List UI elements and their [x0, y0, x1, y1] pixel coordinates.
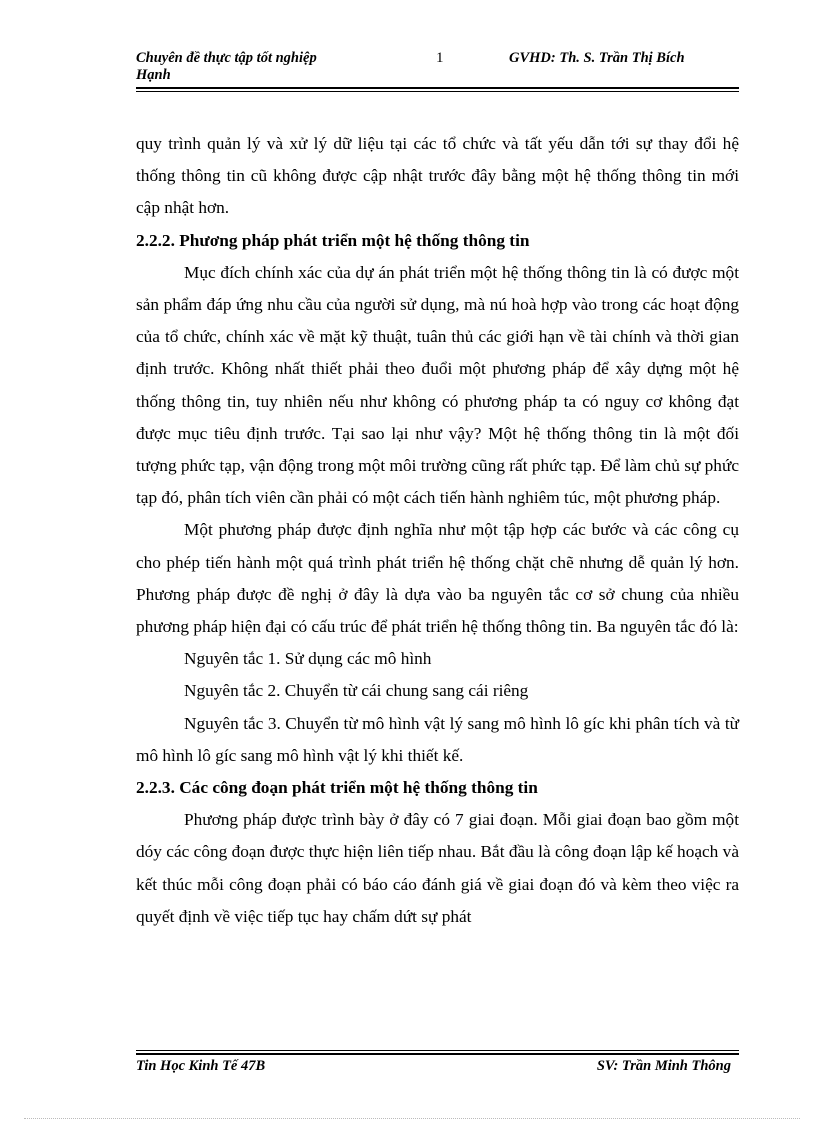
- principle-1: Nguyên tắc 1. Sử dụng các mô hình: [184, 649, 432, 669]
- footer-student: SV: Trần Minh Thông: [596, 1058, 731, 1074]
- page-footer: [136, 1058, 739, 1078]
- header-page-number: 1: [436, 50, 444, 66]
- paragraph: quy trình quản lý và xử lý dữ liệu tại các tổ chức và tất yếu dẫn tới sự thay đổi hệ thống thông tin cũ không được cập nhật trước đây bằng một hệ thống thông tin mới cập nhật hơn.: [136, 134, 739, 218]
- page-body: [136, 128, 739, 933]
- footer-class: Tin Học Kinh Tế 47B: [136, 1058, 266, 1074]
- section-heading-2-2-3: 2.2.3. Các công đoạn phát triển một hệ thống thông tin: [136, 778, 538, 798]
- footer-rule-thin: [136, 1050, 739, 1051]
- page-header: [136, 48, 739, 90]
- paragraph: Phương pháp được trình bày ở đây có 7 giai đoạn. Mỗi giai đoạn bao gồm một dóy các công đoạn được thực hiện liên tiếp nhau. Bắt đầu là công đoạn lập kế hoạch và kết thúc mỗi công đoạn phải có báo cáo đánh giá về giai đoạn đó và kèm theo việc ra quyết định về việc tiếp tục hay chấm dứt sự phát: [136, 810, 739, 926]
- paragraph: Một phương pháp được định nghĩa như một tập hợp các bước và các công cụ cho phép tiến hành một quá trình phát triển hệ thống chặt chẽ nhưng dễ quản lý hơn. Phương pháp được đề nghị ở đây là dựa vào ba nguyên tắc cơ sở chung của nhiều phương pháp hiện đại có cấu trúc để phát triển hệ thống thông tin. Ba nguyên tắc đó là:: [136, 520, 739, 637]
- header-supervisor: GVHD: Th. S. Trần Thị Bích: [509, 50, 685, 66]
- principle-2: Nguyên tắc 2. Chuyển từ cái chung sang cái riêng: [184, 681, 529, 701]
- principle-3: Nguyên tắc 3. Chuyển từ mô hình vật lý sang mô hình lô gíc khi phân tích và từ mô hình lô gíc sang mô hình vật lý khi thiết kế.: [136, 713, 739, 765]
- header-title: Chuyên đề thực tập tốt nghiệp: [136, 50, 317, 66]
- footer-rule-thick: [136, 1053, 739, 1055]
- page-bottom-edge: [24, 1118, 800, 1119]
- paragraph: Mục đích chính xác của dự án phát triển một hệ thống thông tin là có được một sản phẩm đáp ứng nhu cầu của người sử dụng, mà nú hoà hợp vào trong các hoạt động của tổ chức, chính xác về mặt kỹ thuật, tuân thủ các giới hạn về tài chính và thời gian định trước. Không nhất thiết phải theo đuổi một phương pháp để xây dựng một hệ thống thông tin, tuy nhiên nếu như không có phương pháp ta có nguy cơ không đạt được mục tiêu định trước. Tại sao lại như vậy? Một hệ thống thông tin là một đối tượng phức tạp, vận động trong một môi trường cũng rất phức tạp. Để làm chủ sự phức tạp đó, phân tích viên cần phải có một cách tiến hành nghiêm túc, một phương pháp.: [136, 262, 739, 508]
- section-heading-2-2-2: 2.2.2. Phương pháp phát triển một hệ thống thông tin: [136, 230, 530, 250]
- header-rule-thick: [136, 87, 739, 89]
- header-rule-thin: [136, 91, 739, 92]
- header-continuation: Hạnh: [136, 67, 171, 83]
- header-left: [136, 50, 376, 84]
